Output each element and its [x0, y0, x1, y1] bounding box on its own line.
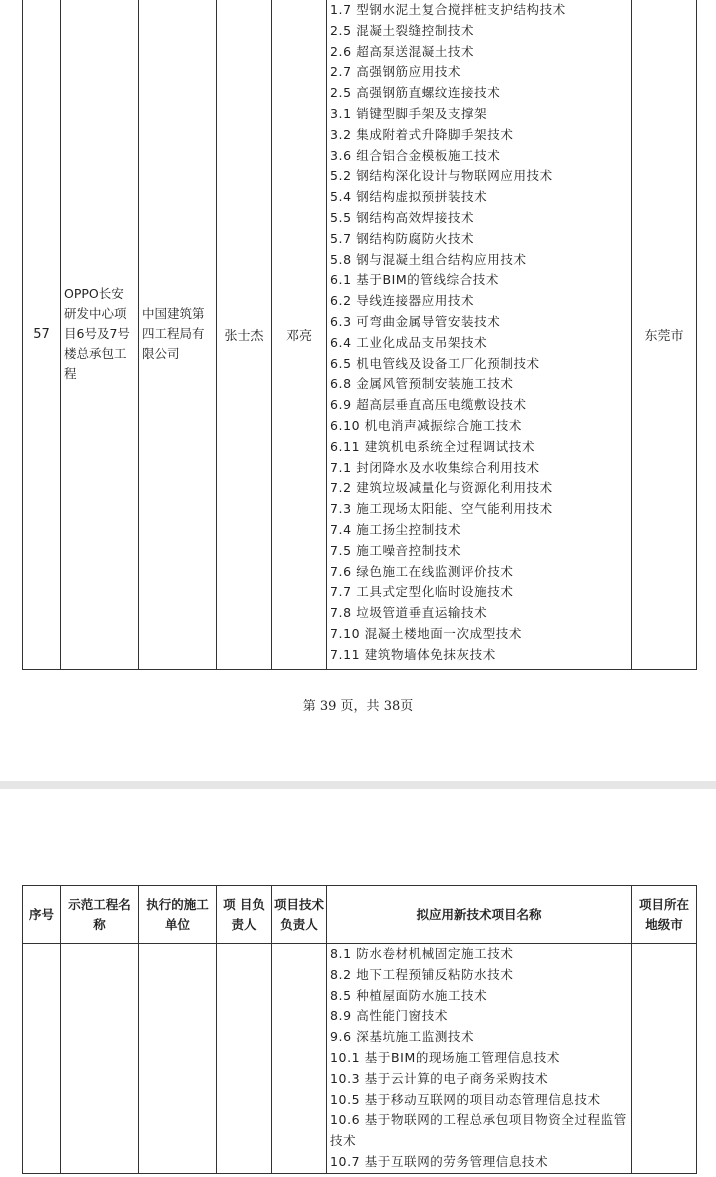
project-name: OPPO长安研发中心项目6号及7号楼总承包工程: [61, 0, 139, 670]
tech-item: 7.4 施工扬尘控制技术: [330, 521, 462, 537]
tech-item: 1.7 型钢水泥土复合搅拌桩支护结构技术: [330, 2, 566, 17]
tech-item: 6.8 金属风管预制安装施工技术: [330, 376, 514, 392]
header-tech-lead: 项目技术负责人: [272, 886, 327, 944]
tech-item: 8.2 地下工程预铺反粘防水技术: [330, 966, 514, 982]
tech-item: 8.1 防水卷材机械固定施工技术: [330, 946, 514, 961]
tech-list: [327, 0, 632, 670]
tech-item: 3.2 集成附着式升降脚手架技术: [330, 126, 514, 142]
table-row: [23, 944, 697, 1174]
tech-item: 7.1 封闭降水及水收集综合利用技术: [330, 459, 540, 475]
page-separator: [0, 781, 716, 789]
tech-lead: 邓亮: [272, 0, 327, 670]
tech-item: 2.6 超高泵送混凝土技术: [330, 43, 475, 59]
tech-item: 6.9 超高层垂直高压电缆敷设技术: [330, 397, 527, 413]
tech-item: 10.3 基于云计算的电子商务采购技术: [330, 1070, 549, 1086]
tech-item: 8.9 高性能门窗技术: [330, 1008, 448, 1024]
tech-item: 10.7 基于互联网的劳务管理信息技术: [330, 1153, 549, 1169]
tech-item: 7.6 绿色施工在线监测评价技术: [330, 563, 514, 579]
tech-item: 6.2 导线连接器应用技术: [330, 293, 475, 309]
tech-item: 2.5 混凝土裂缝控制技术: [330, 22, 475, 38]
page1-table: [22, 0, 697, 670]
header-city: 项目所在地级市: [632, 886, 697, 944]
tech-item: 5.2 钢结构深化设计与物联网应用技术: [330, 168, 553, 184]
empty-cell: [632, 944, 697, 1174]
tech-item: 6.4 工业化成品支吊架技术: [330, 334, 488, 350]
row-index: 57: [23, 0, 61, 670]
tech-item: 3.1 销键型脚手架及支撑架: [330, 105, 488, 121]
project-lead: 张士杰: [217, 0, 272, 670]
tech-item: 2.5 高强钢筋直螺纹连接技术: [330, 85, 501, 101]
tech-item: 3.6 组合铝合金模板施工技术: [330, 147, 501, 163]
header-project-name: 示范工程名称: [61, 886, 139, 944]
tech-item: 6.10 机电消声减振综合施工技术: [330, 417, 523, 433]
header-row: [23, 886, 697, 944]
tech-item: 5.5 钢结构高效焊接技术: [330, 209, 475, 225]
tech-item: 7.11 建筑物墙体免抹灰技术: [330, 646, 496, 662]
tech-item: 2.7 高强钢筋应用技术: [330, 64, 462, 80]
tech-item: 5.7 钢结构防腐防火技术: [330, 230, 475, 246]
tech-item: 8.5 种植屋面防水施工技术: [330, 987, 488, 1003]
empty-cell: [23, 944, 61, 1174]
tech-item: 10.5 基于移动互联网的项目动态管理信息技术: [330, 1091, 601, 1107]
tech-item: 7.3 施工现场太阳能、空气能利用技术: [330, 501, 553, 517]
tech-item: 6.5 机电管线及设备工厂化预制技术: [330, 355, 540, 371]
tech-item: 5.8 钢与混凝土组合结构应用技术: [330, 251, 527, 267]
tech-item: 10.1 基于BIM的现场施工管理信息技术: [330, 1049, 560, 1065]
page2-table: [22, 885, 697, 1174]
tech-item: 7.2 建筑垃圾减量化与资源化利用技术: [330, 480, 553, 496]
empty-cell: [139, 944, 217, 1174]
tech-item: 5.4 钢结构虚拟预拼装技术: [330, 189, 488, 205]
contractor: 中国建筑第四工程局有限公司: [139, 0, 217, 670]
page-footer: 第 39 页，共 38页: [302, 699, 414, 714]
tech-list: [327, 944, 632, 1174]
city: 东莞市: [632, 0, 697, 670]
empty-cell: [272, 944, 327, 1174]
header-contractor: 执行的施工单位: [139, 886, 217, 944]
header-techs: 拟应用新技术项目名称: [327, 886, 632, 944]
tech-item: 6.1 基于BIM的管线综合技术: [330, 272, 499, 288]
tech-item: 7.7 工具式定型化临时设施技术: [330, 584, 514, 600]
tech-item: 7.10 混凝土楼地面一次成型技术: [330, 625, 523, 641]
tech-item: 6.11 建筑机电系统全过程调试技术: [330, 438, 536, 454]
tech-item: 10.6 基于物联网的工程总承包项目物资全过程监管技术: [330, 1112, 627, 1149]
empty-cell: [217, 944, 272, 1174]
empty-cell: [61, 944, 139, 1174]
tech-item: 6.3 可弯曲金属导管安装技术: [330, 313, 501, 329]
table-row: [23, 0, 697, 670]
header-index: 序号: [23, 886, 61, 944]
header-project-lead: 项 目负责人: [217, 886, 272, 944]
tech-item: 7.8 垃圾管道垂直运输技术: [330, 605, 488, 621]
tech-item: 7.5 施工噪音控制技术: [330, 542, 462, 558]
tech-item: 9.6 深基坑施工监测技术: [330, 1029, 475, 1045]
